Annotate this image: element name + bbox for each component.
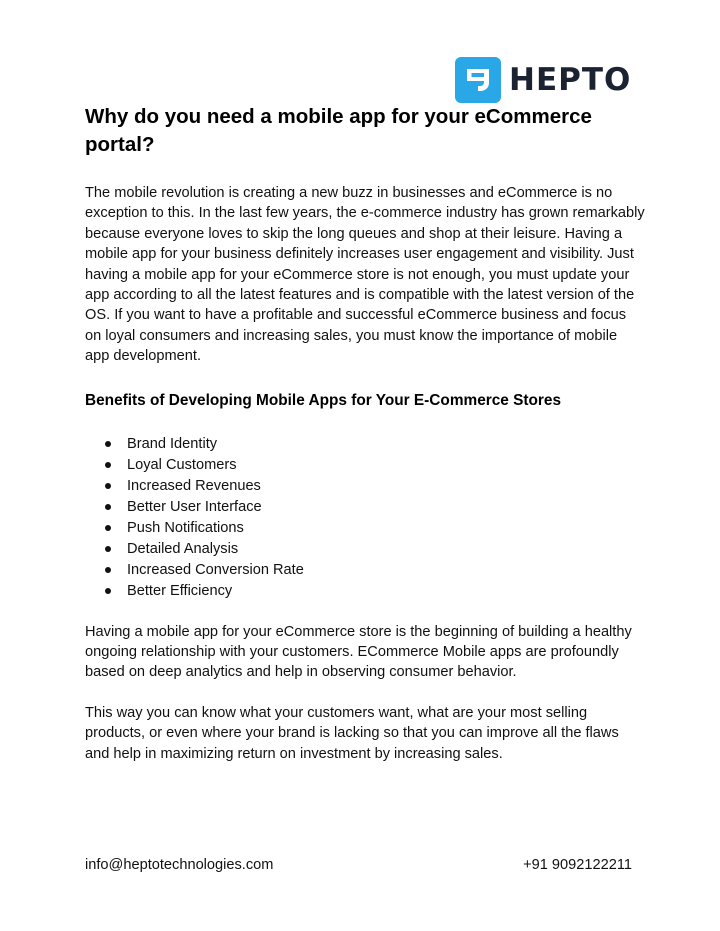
list-item: Increased Conversion Rate — [85, 560, 645, 581]
insights-paragraph: This way you can know what your customers want, what are your most selling products, or even where your brand is lacking so that you can improve all the flaws and help in maximizing return on investment by increasing sales. — [85, 704, 619, 762]
page-title: Why do you need a mobile app for your eCommerce portal? — [85, 105, 592, 156]
brand-logo — [455, 57, 631, 103]
benefits-heading: Benefits of Developing Mobile Apps for Your E-Commerce Stores — [85, 391, 562, 409]
footer-email: info@heptotechnologies.com — [85, 857, 274, 873]
list-item: Push Notifications — [85, 518, 645, 539]
relationship-paragraph: Having a mobile app for your eCommerce store is the beginning of building a healthy ongoing relationship with your customers. ECommerce Mobile apps are profoundly based on deep analytics and help in observing consumer behavior. — [85, 623, 632, 681]
list-item: Loyal Customers — [85, 455, 645, 476]
hepto-logo-icon — [455, 57, 501, 103]
list-item: Better User Interface — [85, 497, 645, 518]
footer-phone: +91 9092122211 — [523, 857, 632, 873]
list-item: Better Efficiency — [85, 581, 645, 602]
logo-wordmark: HEPTO — [509, 62, 632, 98]
list-item: Increased Revenues — [85, 476, 645, 497]
list-item: Detailed Analysis — [85, 539, 645, 560]
list-item: Brand Identity — [85, 434, 645, 455]
benefits-list — [85, 434, 645, 602]
intro-paragraph: The mobile revolution is creating a new buzz in businesses and eCommerce is no exception to this. In the last few years, the e-commerce industry has grown remarkably because everyone loves to skip the long queues and shop at their leisure. Having a mobile app for your business definitely increases user engagement and visibility. Just having a mobile app for your eCommerce store is not enough, you must update your app according to all the latest features and is compatible with the latest version of the OS. If you want to have a profitable and successful eCommerce business and focus on loyal consumers and increasing sales, you must know the importance of mobile app development. — [85, 185, 645, 365]
document-body — [85, 103, 645, 764]
